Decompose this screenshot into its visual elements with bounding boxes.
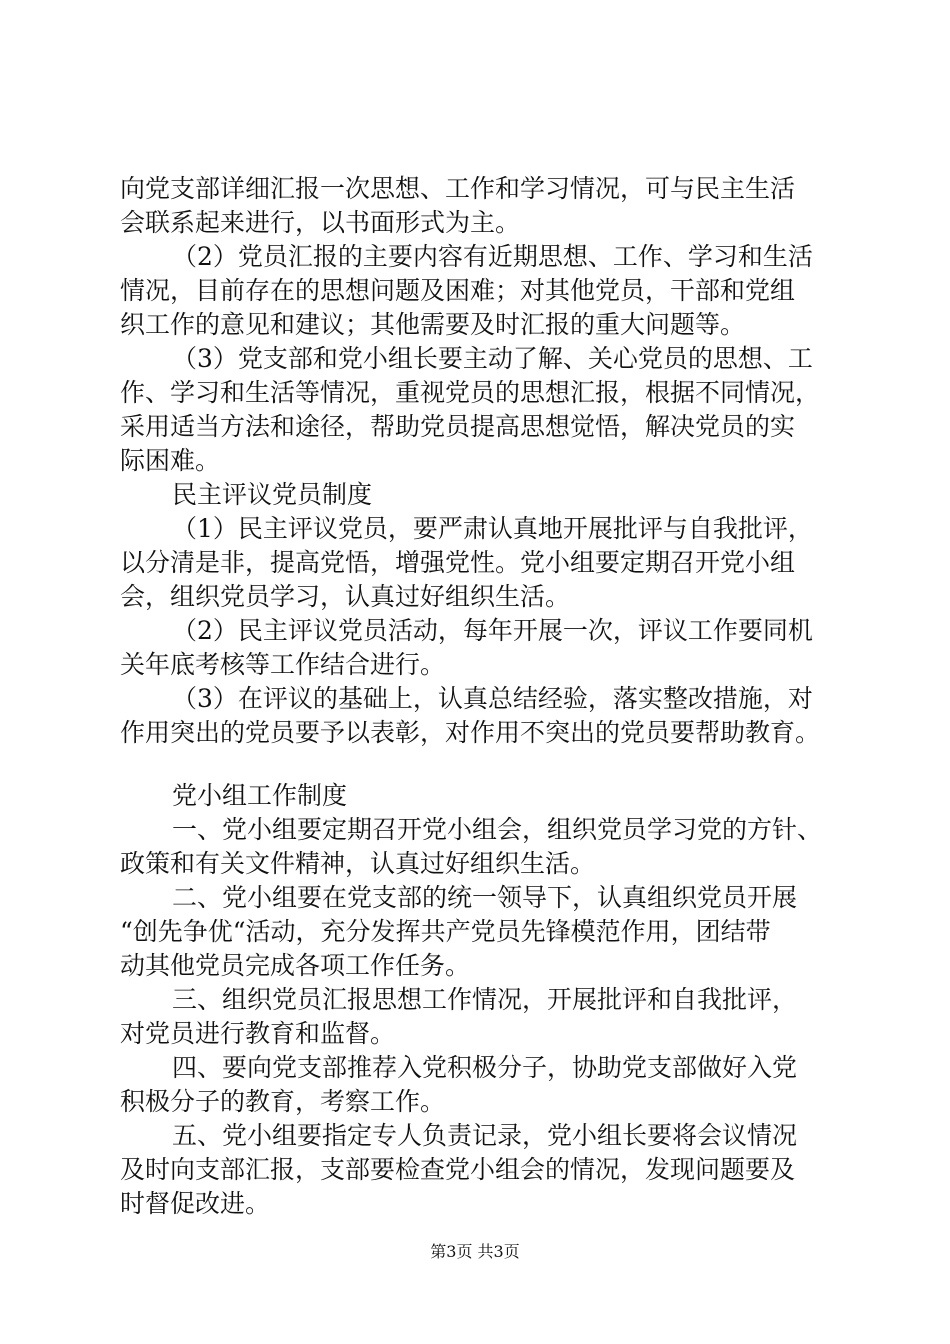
text-line: （3）在评议的基础上，认真总结经验，落实整改措施，对 (172, 684, 813, 713)
text-line: （3）党支部和党小组长要主动了解、关心党员的思想、工 (172, 344, 813, 373)
text-line: 三、组织党员汇报思想工作情况，开展批评和自我批评， (172, 985, 798, 1014)
text-line: 以分清是非，提高党悟，增强党性。党小组要定期召开党小组 (120, 548, 796, 577)
text-line: 一、党小组要定期召开党小组会，组织党员学习党的方针、 (172, 815, 823, 844)
text-line: 采用适当方法和途径，帮助党员提高思想觉悟，解决党员的实 (120, 412, 796, 441)
page-footer: 第3页 共3页 (430, 1242, 520, 1261)
text-line: 动其他党员完成各项工作任务。 (120, 951, 471, 980)
text-line: 际困难。 (120, 446, 221, 475)
text-line: “创先争优“活动，充分发挥共产党员先锋模范作用，团结带 (120, 917, 771, 946)
text-line: 情况，目前存在的思想问题及困难；对其他党员，干部和党组 (120, 276, 796, 305)
text-line: 关年底考核等工作结合进行。 (120, 650, 446, 679)
text-line: 对党员进行教育和监督。 (120, 1019, 396, 1048)
text-line: 向党支部详细汇报一次思想、工作和学习情况，可与民主生活 (120, 174, 796, 203)
section-heading: 党小组工作制度 (172, 781, 348, 810)
text-line: 政策和有关文件精神，认真过好组织生活。 (120, 849, 596, 878)
section-heading: 民主评议党员制度 (172, 480, 373, 509)
text-line: 织工作的意见和建议；其他需要及时汇报的重大问题等。 (120, 310, 746, 339)
text-line: 积极分子的教育，考察工作。 (120, 1087, 446, 1116)
text-line: 时督促改进。 (120, 1189, 271, 1218)
text-line: （1）民主评议党员，要严肃认真地开展批评与自我批评， (172, 514, 813, 543)
text-line: 及时向支部汇报，支部要检查党小组会的情况，发现问题要及 (120, 1155, 796, 1184)
text-line: 会联系起来进行，以书面形式为主。 (120, 208, 521, 237)
text-line: 会，组织党员学习，认真过好组织生活。 (120, 582, 571, 611)
text-line: （2）党员汇报的主要内容有近期思想、工作、学习和生活 (172, 242, 813, 271)
text-line: 二、党小组要在党支部的统一领导下，认真组织党员开展 (172, 883, 798, 912)
text-line: 作用突出的党员要予以表彰，对作用不突出的党员要帮助教育。 (120, 718, 821, 747)
text-line: 四、要向党支部推荐入党积极分子，协助党支部做好入党 (172, 1053, 798, 1082)
text-line: 五、党小组要指定专人负责记录，党小组长要将会议情况 (172, 1121, 798, 1150)
text-line: 作、学习和生活等情况，重视党员的思想汇报，根据不同情况， (120, 378, 821, 407)
text-line: （2）民主评议党员活动，每年开展一次，评议工作要同机 (172, 616, 813, 645)
